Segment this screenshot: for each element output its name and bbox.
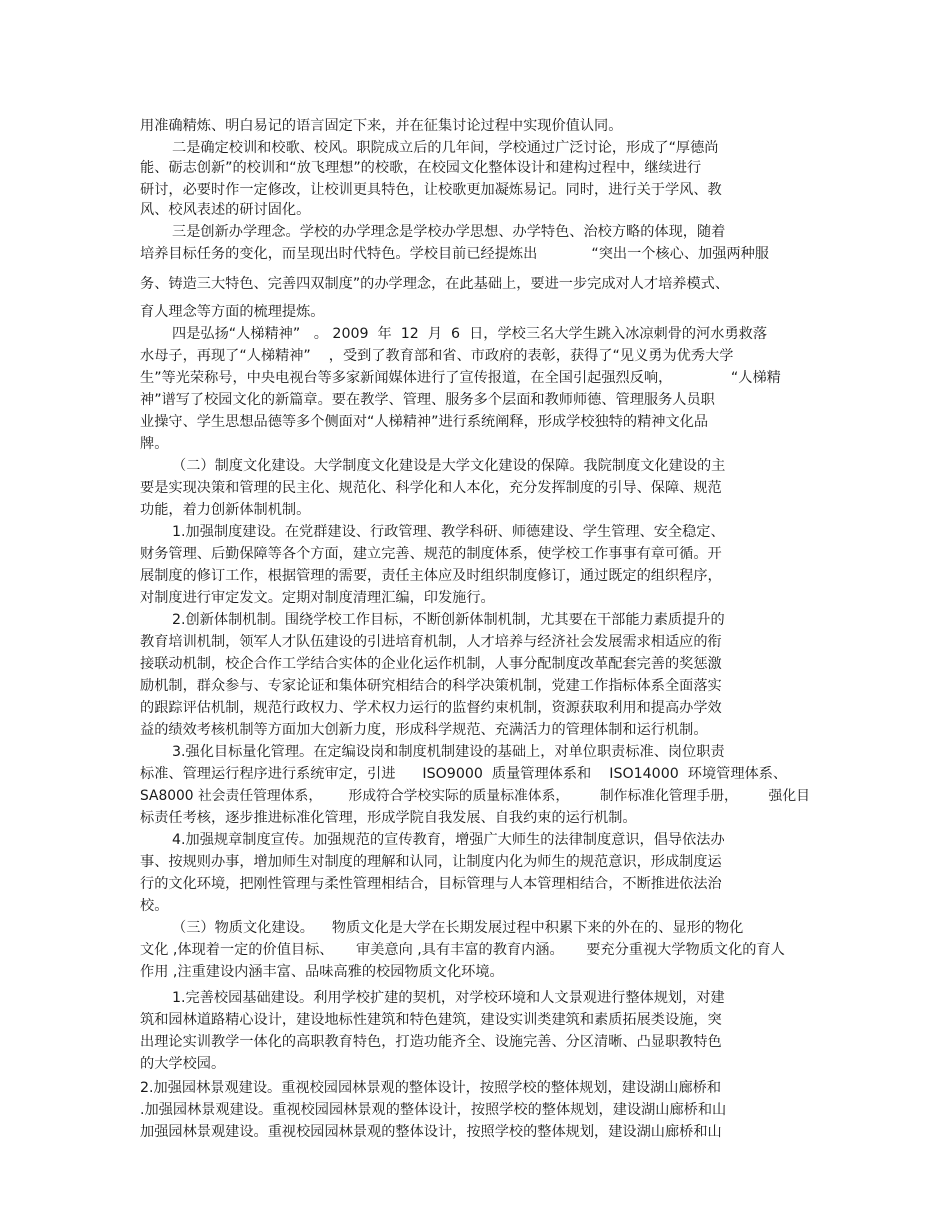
text-line: .加强园林景观建设。重视校园园林景观的整体设计，按照学校的整体规划，建设湖山廊桥和山 bbox=[140, 1102, 727, 1118]
text-line: 业操守、学生思想品德等多个侧面对“人梯精神”进行系统阐释，形成学校独特的精神文化品 bbox=[140, 414, 709, 430]
text-line: 校。 bbox=[140, 898, 169, 914]
text-line: 财务管理、后勤保障等各个方面，建立完善、规范的制度体系，使学校工作事事有章可循。开 bbox=[140, 546, 722, 562]
text-line: 2.创新体制机制。围绕学校工作目标，不断创新体制机制，尤其要在干部能力素质提升的 bbox=[172, 612, 725, 628]
text-line: 能、砺志创新”的校训和“放飞理想”的校歌，在校园文化整体设计和建构过程中，继续进行 bbox=[140, 160, 702, 176]
text-line: 益的绩效考核机制等方面加大创新力度，形成科学规范、充满活力的管理体制和运行机制。 bbox=[140, 722, 708, 738]
text-line: 水母子，再现了“人梯精神” ，受到了教育部和省、市政府的表彰，获得了“见义勇为优秀大学 bbox=[140, 348, 734, 364]
text-line: 生”等光荣称号，中央电视台等多家新闻媒体进行了宣传报道，在全国引起强烈反响， “人梯精 bbox=[140, 370, 781, 386]
text-line: 3.强化目标量化管理。在定编设岗和制度机制建设的基础上，对单位职责标准、岗位职责 bbox=[172, 744, 725, 760]
text-line: 研讨，必要时作一定修改，让校训更具特色，让校歌更加凝炼易记。同时，进行关于学风、教 bbox=[140, 182, 722, 198]
text-line: SA8000 社会责任管理体系， 形成符合学校实际的质量标准体系， 制作标准化管理手册， 强化目 bbox=[140, 788, 810, 804]
text-line: 培养目标任务的变化，而呈现出时代特色。学校目前已经提炼出 “突出一个核心、加强两种服 bbox=[140, 246, 769, 262]
text-line: 要是实现决策和管理的民主化、规范化、科学化和人本化，充分发挥制度的引导、保障、规范 bbox=[140, 480, 722, 496]
text-line: 加强园林景观建设。重视校园园林景观的整体设计，按照学校的整体规划，建设湖山廊桥和山 bbox=[140, 1124, 722, 1140]
text-line: 风、校风表述的研讨固化。 bbox=[140, 202, 311, 218]
text-line: 务、铸造三大特色、完善四双制度”的办学理念，在此基础上，要进一步完成对人才培养模式、 bbox=[140, 276, 730, 292]
text-line: 三是创新办学理念。学校的办学理念是学校办学思想、办学特色、治校方略的体现，随着 bbox=[172, 224, 726, 240]
text-line: 二是确定校训和校歌、校风。职院成立后的几年间，学校通过广泛讨论，形成了“厚德尚 bbox=[172, 140, 719, 156]
text-line: 神”谱写了校园文化的新篇章。要在教学、管理、服务多个层面和教师师德、管理服务人员职 bbox=[140, 392, 715, 408]
text-line: 对制度进行审定发文。定期对制度清理汇编，印发施行。 bbox=[140, 590, 495, 606]
text-line: 功能，着力创新体制机制。 bbox=[140, 502, 311, 518]
text-line: 用准确精炼、明白易记的语言固定下来，并在征集讨论过程中实现价值认同。 bbox=[140, 118, 623, 134]
text-line: （二）制度文化建设。大学制度文化建设是大学文化建设的保障。我院制度文化建设的主 bbox=[172, 458, 726, 474]
text-line: 1.完善校园基础建设。利用学校扩建的契机，对学校环境和人文景观进行整体规划，对建 bbox=[172, 990, 725, 1006]
text-line: （三）物质文化建设。 物质文化是大学在长期发展过程中积累下来的外在的、显形的物化 bbox=[172, 920, 744, 936]
text-line: 4.加强规章制度宣传。加强规范的宣传教育，增强广大师生的法律制度意识，倡导依法办 bbox=[172, 832, 725, 848]
text-line: 1.加强制度建设。在党群建设、行政管理、教学科研、师德建设、学生管理、安全稳定、 bbox=[172, 524, 725, 540]
text-line: 展制度的修订工作，根据管理的需要，责任主体应及时组织制度修订，通过既定的组织程序， bbox=[140, 568, 722, 584]
text-line: 四是弘扬“人梯精神” 。 2009 年 12 月 6 日，学校三名大学生跳入冰凉刺骨的河水勇救落 bbox=[172, 326, 768, 342]
text-line: 事、按规则办事，增加师生对制度的理解和认同，让制度内化为师生的规范意识，形成制度运 bbox=[140, 854, 722, 870]
text-line: 育人理念等方面的梳理提炼。 bbox=[140, 304, 325, 320]
text-line: 2.加强园林景观建设。重视校园园林景观的整体设计，按照学校的整体规划，建设湖山廊桥和 bbox=[140, 1080, 722, 1096]
text-line: 的大学校园。 bbox=[140, 1056, 226, 1072]
text-line: 筑和园林道路精心设计，建设地标性建筑和特色建筑，建设实训类建筑和素质拓展类设施，突 bbox=[140, 1012, 722, 1028]
text-line: 出理论实训教学一体化的高职教育特色，打造功能齐全、设施完善、分区清晰、凸显职教特色 bbox=[140, 1034, 722, 1050]
text-line: 标准、管理运行程序进行系统审定，引进 ISO9000 质量管理体系和 ISO14000 环境管理体系、 bbox=[140, 766, 788, 782]
text-line: 接联动机制，校企合作工学结合实体的企业化运作机制，人事分配制度改革配套完善的奖惩激 bbox=[140, 656, 722, 672]
text-line: 文化 ,体现着一定的价值目标、 审美意向 ,具有丰富的教育内涵。 要充分重视大学物质文化的育人 bbox=[140, 942, 785, 958]
text-line: 作用 ,注重建设内涵丰富、品味高雅的校园物质文化环境。 bbox=[140, 964, 504, 980]
text-line: 行的文化环境，把刚性管理与柔性管理相结合，目标管理与人本管理相结合，不断推进依法治 bbox=[140, 876, 722, 892]
text-line: 牌。 bbox=[140, 436, 169, 452]
text-line: 教育培训机制，领军人才队伍建设的引进培育机制，人才培养与经济社会发展需求相适应的衔 bbox=[140, 634, 722, 650]
text-line: 励机制，群众参与、专家论证和集体研究相结合的科学决策机制，党建工作指标体系全面落实 bbox=[140, 678, 722, 694]
text-line: 的跟踪评估机制，规范行政权力、学术权力运行的监督约束机制，资源获取利用和提高办学效 bbox=[140, 700, 722, 716]
text-line: 标责任考核，逐步推进标准化管理，形成学院自我发展、自我约束的运行机制。 bbox=[140, 810, 637, 826]
